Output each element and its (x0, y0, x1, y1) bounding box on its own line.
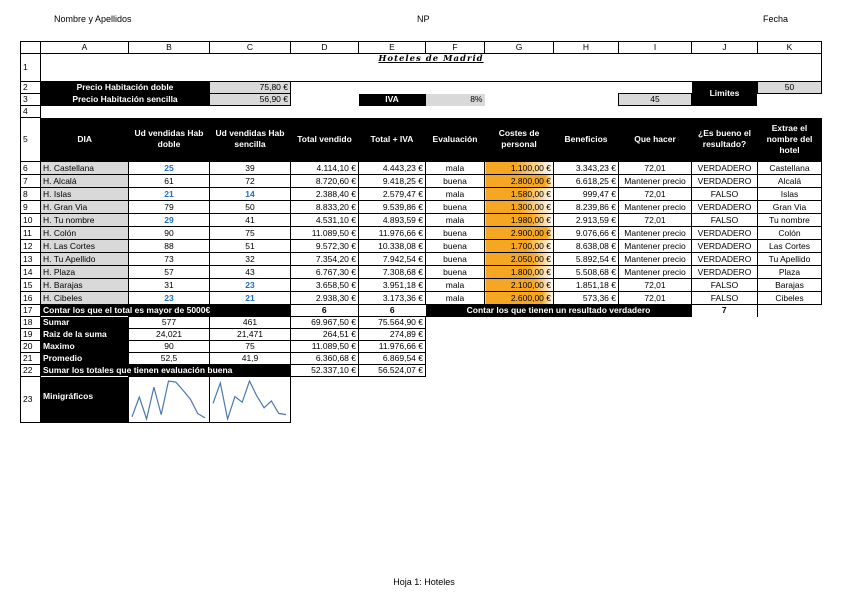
action[interactable]: 72,01 (619, 162, 692, 175)
hotel-name[interactable]: Islas (758, 188, 822, 201)
limit-1[interactable]: 50 (758, 82, 822, 94)
is-good-result[interactable]: VERDADERO (692, 227, 758, 240)
cell[interactable] (291, 94, 359, 106)
evaluation[interactable]: mala (426, 292, 485, 305)
evaluation[interactable]: buena (426, 175, 485, 188)
units-double[interactable]: 21 (129, 188, 210, 201)
table-header[interactable]: Ud vendidas Hab doble (129, 118, 210, 162)
sheet-row (21, 227, 827, 240)
summary-total[interactable]: 11.089,50 € (291, 341, 359, 353)
sum-good-label[interactable]: Sumar los totales que tienen evaluación buena (41, 365, 291, 377)
total-sold[interactable]: 4.114,10 € (291, 162, 359, 175)
action[interactable]: Mantener precio (619, 201, 692, 214)
staff-costs[interactable]: 2.900,00 € (485, 227, 554, 240)
summary-single[interactable]: 75 (210, 341, 291, 353)
row-number[interactable]: 20 (21, 341, 41, 353)
summary-label[interactable]: Sumar (41, 317, 129, 329)
total-iva[interactable]: 9.418,25 € (359, 175, 426, 188)
sparklines-label[interactable]: Minigráficos (41, 377, 129, 423)
total-iva[interactable]: 2.579,47 € (359, 188, 426, 201)
profit[interactable]: 1.851,18 € (554, 279, 619, 292)
cell[interactable] (758, 305, 822, 317)
table-header[interactable]: Costes de personal (485, 118, 554, 162)
sparkline-double-cell[interactable] (129, 377, 210, 423)
row-number[interactable]: 15 (21, 279, 41, 292)
cell[interactable] (426, 317, 822, 329)
summary-single[interactable]: 461 (210, 317, 291, 329)
profit[interactable]: 5.508,68 € (554, 266, 619, 279)
is-good-result[interactable]: FALSO (692, 279, 758, 292)
cell[interactable] (426, 329, 822, 341)
summary-total[interactable]: 69.967,50 € (291, 317, 359, 329)
cell[interactable] (41, 106, 822, 118)
sum-good-total-iva[interactable]: 56.524,07 € (359, 365, 426, 377)
row-number[interactable]: 17 (21, 305, 41, 317)
hotel-name[interactable]: Tu nombre (758, 214, 822, 227)
summary-label[interactable]: Raiz de la suma (41, 329, 129, 341)
profit[interactable]: 2.913,59 € (554, 214, 619, 227)
sheet-row (21, 82, 827, 94)
table-header[interactable]: Total vendido (291, 118, 359, 162)
limits-label[interactable]: Limites (692, 82, 758, 106)
row-number[interactable]: 13 (21, 253, 41, 266)
evaluation[interactable]: buena (426, 227, 485, 240)
total-iva[interactable]: 3.951,18 € (359, 279, 426, 292)
units-single[interactable]: 72 (210, 175, 291, 188)
total-iva[interactable]: 9.539,86 € (359, 201, 426, 214)
column-header[interactable]: E (359, 42, 426, 54)
staff-costs[interactable]: 2.050,00 € (485, 253, 554, 266)
row-number[interactable]: 4 (21, 106, 41, 118)
total-sold[interactable]: 8.833,20 € (291, 201, 359, 214)
sparkline-double-line (132, 381, 205, 419)
summary-double[interactable]: 90 (129, 341, 210, 353)
is-good-result[interactable]: FALSO (692, 188, 758, 201)
column-header[interactable]: F (426, 42, 485, 54)
hotel-name[interactable]: Las Cortes (758, 240, 822, 253)
summary-label[interactable]: Promedio (41, 353, 129, 365)
cell[interactable] (291, 82, 619, 94)
summary-total-iva[interactable]: 274,89 € (359, 329, 426, 341)
units-double[interactable]: 29 (129, 214, 210, 227)
column-header[interactable]: D (291, 42, 359, 54)
sheet-row (21, 266, 827, 279)
is-good-result[interactable]: VERDADERO (692, 201, 758, 214)
sheet-row (21, 253, 827, 266)
row-number[interactable]: 6 (21, 162, 41, 175)
sheet-row (21, 54, 827, 82)
is-good-result[interactable]: VERDADERO (692, 175, 758, 188)
action[interactable]: 72,01 (619, 279, 692, 292)
hotel-day[interactable]: H. Gran Via (41, 201, 129, 214)
is-good-result[interactable]: VERDADERO (692, 253, 758, 266)
is-good-result[interactable]: VERDADERO (692, 240, 758, 253)
row-number[interactable]: 3 (21, 94, 41, 106)
staff-costs[interactable]: 1.100,00 € (485, 162, 554, 175)
evaluation[interactable]: mala (426, 188, 485, 201)
profit[interactable]: 999,47 € (554, 188, 619, 201)
row-number[interactable]: 2 (21, 82, 41, 94)
row-number[interactable]: 9 (21, 201, 41, 214)
column-header[interactable]: I (619, 42, 692, 54)
total-iva[interactable]: 7.942,54 € (359, 253, 426, 266)
total-iva[interactable]: 3.173,36 € (359, 292, 426, 305)
cell[interactable] (426, 365, 822, 377)
sheet-row (21, 214, 827, 227)
spreadsheet[interactable] (20, 41, 827, 423)
staff-costs[interactable]: 1.800,00 € (485, 266, 554, 279)
summary-double[interactable]: 577 (129, 317, 210, 329)
header-date: Fecha (763, 14, 789, 24)
units-double[interactable]: 61 (129, 175, 210, 188)
hotel-day[interactable]: H. Barajas (41, 279, 129, 292)
staff-costs[interactable]: 1.980,00 € (485, 214, 554, 227)
row-number[interactable]: 8 (21, 188, 41, 201)
cell[interactable] (619, 82, 692, 94)
hotel-name[interactable]: Cibeles (758, 292, 822, 305)
row-number[interactable]: 19 (21, 329, 41, 341)
hotel-name[interactable]: Tu Apellido (758, 253, 822, 266)
summary-total-iva[interactable]: 6.869,54 € (359, 353, 426, 365)
total-sold[interactable]: 2.388,40 € (291, 188, 359, 201)
summary-single[interactable]: 21,471 (210, 329, 291, 341)
units-single[interactable]: 51 (210, 240, 291, 253)
sheet-row (21, 365, 827, 377)
units-single[interactable]: 50 (210, 201, 291, 214)
row-number[interactable]: 22 (21, 365, 41, 377)
table-header[interactable]: DIA (41, 118, 129, 162)
evaluation[interactable]: buena (426, 240, 485, 253)
is-good-result[interactable]: VERDADERO (692, 266, 758, 279)
units-single[interactable]: 41 (210, 214, 291, 227)
table-header[interactable]: Evaluación (426, 118, 485, 162)
price-double-label[interactable]: Precio Habitación doble (41, 82, 210, 94)
staff-costs[interactable]: 1.700,00 € (485, 240, 554, 253)
sheet-row (21, 240, 827, 253)
sheet-row (21, 175, 827, 188)
column-header[interactable]: K (758, 42, 822, 54)
sheet-row (21, 42, 827, 54)
action[interactable]: 72,01 (619, 214, 692, 227)
total-sold[interactable]: 2.938,30 € (291, 292, 359, 305)
profit[interactable]: 5.892,54 € (554, 253, 619, 266)
units-double[interactable]: 23 (129, 292, 210, 305)
sheet-row (21, 353, 827, 365)
sheet-row (21, 305, 827, 317)
is-good-result[interactable]: FALSO (692, 292, 758, 305)
summary-label[interactable]: Maximo (41, 341, 129, 353)
units-double[interactable]: 88 (129, 240, 210, 253)
sparkline-single-cell[interactable] (210, 377, 291, 423)
hotel-name[interactable]: Gran Via (758, 201, 822, 214)
units-single[interactable]: 39 (210, 162, 291, 175)
cell[interactable] (758, 94, 822, 106)
sparkline-double (129, 378, 208, 422)
table-header[interactable]: Que hacer (619, 118, 692, 162)
sheet-row (21, 329, 827, 341)
profit[interactable]: 6.618,25 € (554, 175, 619, 188)
evaluation[interactable]: buena (426, 201, 485, 214)
total-iva[interactable]: 10.338,08 € (359, 240, 426, 253)
evaluation[interactable]: mala (426, 214, 485, 227)
hotel-day[interactable]: H. Tu nombre (41, 214, 129, 227)
iva-value[interactable]: 8% (426, 94, 485, 106)
staff-costs[interactable]: 1.300,00 € (485, 201, 554, 214)
units-double[interactable]: 73 (129, 253, 210, 266)
units-double[interactable]: 25 (129, 162, 210, 175)
units-double[interactable]: 90 (129, 227, 210, 240)
column-header[interactable]: B (129, 42, 210, 54)
row-number[interactable]: 10 (21, 214, 41, 227)
sheet-row (21, 118, 827, 162)
count-true-value[interactable]: 7 (692, 305, 758, 317)
total-sold[interactable]: 6.767,30 € (291, 266, 359, 279)
units-single[interactable]: 23 (210, 279, 291, 292)
header-name: Nombre y Apellidos (54, 14, 132, 24)
evaluation[interactable]: mala (426, 279, 485, 292)
action[interactable]: Mantener precio (619, 227, 692, 240)
summary-total[interactable]: 6.360,68 € (291, 353, 359, 365)
hotel-name[interactable]: Alcalá (758, 175, 822, 188)
row-number[interactable]: 21 (21, 353, 41, 365)
profit[interactable]: 8.638,08 € (554, 240, 619, 253)
hotel-day[interactable]: H. Colón (41, 227, 129, 240)
total-sold[interactable]: 8.720,60 € (291, 175, 359, 188)
evaluation[interactable]: buena (426, 266, 485, 279)
row-number[interactable]: 11 (21, 227, 41, 240)
sheet-row (21, 377, 827, 423)
profit[interactable]: 8.239,86 € (554, 201, 619, 214)
hotel-day[interactable]: H. Tu Apellido (41, 253, 129, 266)
row-number[interactable]: 12 (21, 240, 41, 253)
table-header[interactable]: Beneficios (554, 118, 619, 162)
total-sold[interactable]: 9.572,30 € (291, 240, 359, 253)
sheet-row (21, 292, 827, 305)
action[interactable]: Mantener precio (619, 253, 692, 266)
cell[interactable] (426, 341, 822, 353)
row-number[interactable]: 5 (21, 118, 41, 162)
units-single[interactable]: 43 (210, 266, 291, 279)
profit[interactable]: 9.076,66 € (554, 227, 619, 240)
column-header[interactable]: C (210, 42, 291, 54)
total-iva[interactable]: 4.443,23 € (359, 162, 426, 175)
action[interactable]: Mantener precio (619, 175, 692, 188)
column-header[interactable]: G (485, 42, 554, 54)
price-single-label[interactable]: Precio Habitación sencilla (41, 94, 210, 106)
table-header[interactable]: Ud vendidas Hab sencilla (210, 118, 291, 162)
hotel-day[interactable]: H. Cibeles (41, 292, 129, 305)
row-number[interactable]: 23 (21, 377, 41, 423)
hotel-name[interactable]: Barajas (758, 279, 822, 292)
evaluation[interactable]: buena (426, 253, 485, 266)
summary-total-iva[interactable]: 11.976,66 € (359, 341, 426, 353)
sheet-row (21, 106, 827, 118)
sheet-footer: Hoja 1: Hoteles (393, 577, 455, 587)
action[interactable]: 72,01 (619, 292, 692, 305)
units-double[interactable]: 79 (129, 201, 210, 214)
limit-2[interactable]: 45 (619, 94, 692, 106)
hotel-name[interactable]: Castellana (758, 162, 822, 175)
units-double[interactable]: 31 (129, 279, 210, 292)
table-header[interactable]: Total + IVA (359, 118, 426, 162)
summary-double[interactable]: 52,5 (129, 353, 210, 365)
action[interactable]: 72,01 (619, 188, 692, 201)
profit[interactable]: 573,36 € (554, 292, 619, 305)
table-header[interactable]: Extrae el nombre del hotel (758, 118, 822, 162)
total-iva[interactable]: 7.308,68 € (359, 266, 426, 279)
cell[interactable] (822, 82, 827, 94)
total-sold[interactable]: 4.531,10 € (291, 214, 359, 227)
corner-cell[interactable] (21, 42, 41, 54)
summary-double[interactable]: 24,021 (129, 329, 210, 341)
units-single[interactable]: 32 (210, 253, 291, 266)
row-number[interactable]: 18 (21, 317, 41, 329)
row-number[interactable]: 1 (21, 54, 41, 82)
header-np: NP (417, 14, 430, 24)
evaluation[interactable]: mala (426, 162, 485, 175)
cell[interactable] (291, 377, 822, 423)
column-header[interactable]: A (41, 42, 129, 54)
sheet-row (21, 201, 827, 214)
staff-costs[interactable]: 2.800,00 € (485, 175, 554, 188)
count-true-label[interactable]: Contar los que tienen un resultado verdadero (426, 305, 692, 317)
row-number[interactable]: 7 (21, 175, 41, 188)
hotel-day[interactable]: H. Las Cortes (41, 240, 129, 253)
hotel-day[interactable]: H. Islas (41, 188, 129, 201)
staff-costs[interactable]: 2.100,00 € (485, 279, 554, 292)
sum-good-total[interactable]: 52.337,10 € (291, 365, 359, 377)
action[interactable]: Mantener precio (619, 240, 692, 253)
total-iva[interactable]: 11.976,66 € (359, 227, 426, 240)
total-sold[interactable]: 3.658,50 € (291, 279, 359, 292)
units-single[interactable]: 14 (210, 188, 291, 201)
hotel-name[interactable]: Plaza (758, 266, 822, 279)
table-header[interactable]: ¿Es bueno el resultado? (692, 118, 758, 162)
units-double[interactable]: 57 (129, 266, 210, 279)
row-number[interactable]: 16 (21, 292, 41, 305)
column-header[interactable]: H (554, 42, 619, 54)
summary-single[interactable]: 41,9 (210, 353, 291, 365)
is-good-result[interactable]: VERDADERO (692, 162, 758, 175)
sparkline-single (210, 378, 289, 422)
hotel-name[interactable]: Colón (758, 227, 822, 240)
cell[interactable] (485, 94, 619, 106)
count-over-5000-label[interactable]: Contar los que el total es mayor de 5000€ (41, 305, 291, 317)
is-good-result[interactable]: FALSO (692, 214, 758, 227)
hotel-day[interactable]: H. Castellana (41, 162, 129, 175)
summary-total[interactable]: 264,51 € (291, 329, 359, 341)
total-sold[interactable]: 7.354,20 € (291, 253, 359, 266)
total-sold[interactable]: 11.089,50 € (291, 227, 359, 240)
profit[interactable]: 3.343,23 € (554, 162, 619, 175)
sheet-row (21, 188, 827, 201)
staff-costs[interactable]: 1.580,00 € (485, 188, 554, 201)
sheet-row (21, 341, 827, 353)
iva-label[interactable]: IVA (359, 94, 426, 106)
action[interactable]: Mantener precio (619, 266, 692, 279)
units-single[interactable]: 75 (210, 227, 291, 240)
sheet-row (21, 317, 827, 329)
column-header[interactable]: J (692, 42, 758, 54)
sheet-title[interactable]: Hoteles de Madrid (41, 54, 822, 82)
hotel-day[interactable]: H. Alcalá (41, 175, 129, 188)
sheet-row (21, 279, 827, 292)
price-double-value[interactable]: 75,80 € (210, 82, 291, 94)
total-iva[interactable]: 4.893,59 € (359, 214, 426, 227)
staff-costs[interactable]: 2.600,00 € (485, 292, 554, 305)
price-single-value[interactable]: 56,90 € (210, 94, 291, 106)
count-over-5000-d[interactable]: 6 (291, 305, 359, 317)
hotel-day[interactable]: H. Plaza (41, 266, 129, 279)
count-over-5000-e[interactable]: 6 (389, 305, 395, 315)
sparkline-single-line (213, 381, 286, 419)
summary-total-iva[interactable]: 75.564,90 € (359, 317, 426, 329)
row-number[interactable]: 14 (21, 266, 41, 279)
cell[interactable] (426, 353, 822, 365)
units-single[interactable]: 21 (210, 292, 291, 305)
sheet-row (21, 162, 827, 175)
